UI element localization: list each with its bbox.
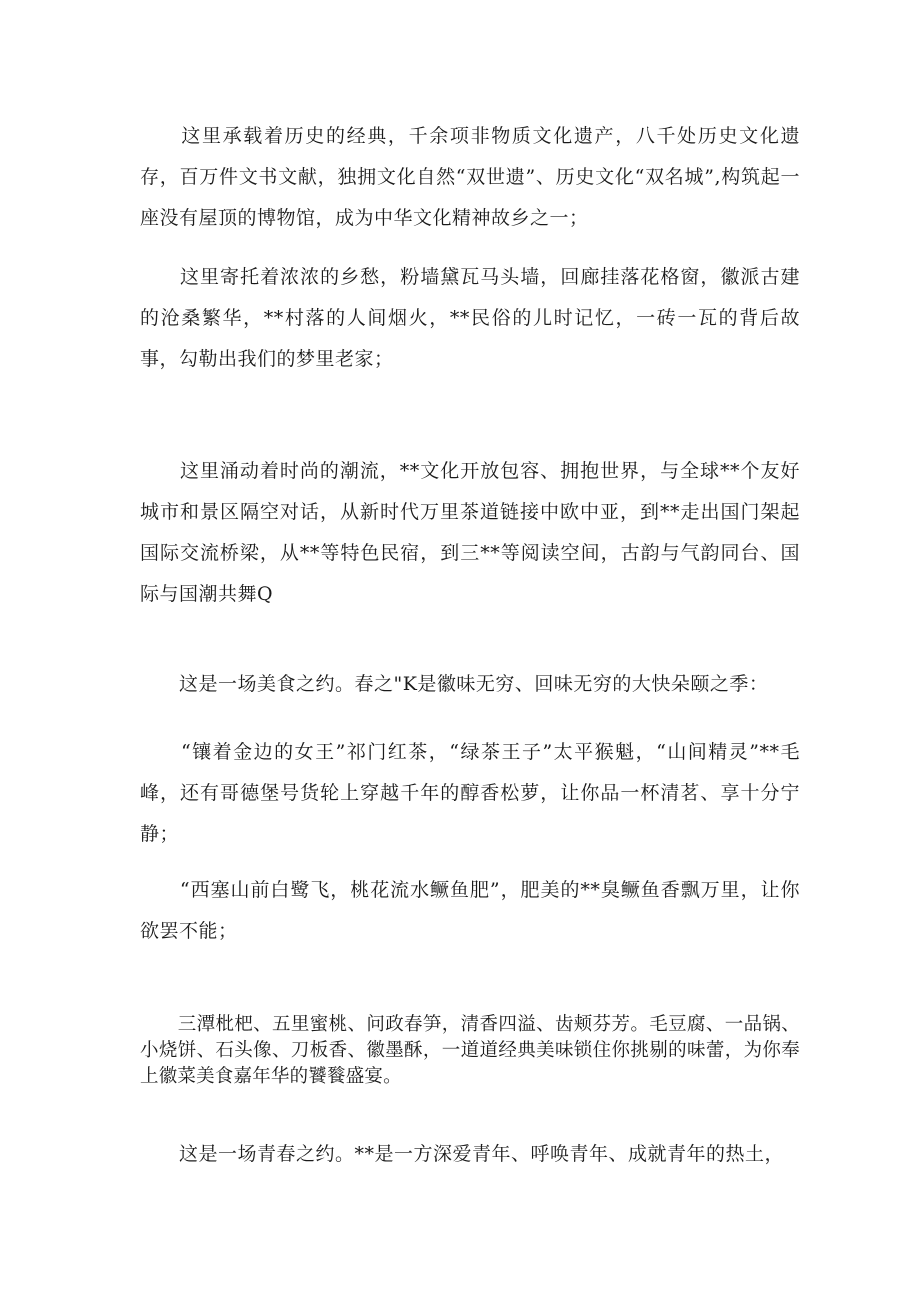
paragraph-youth: 这是一场青春之约。**是一方深爱青年、呼唤青年、成就青年的热土， bbox=[140, 1143, 785, 1165]
paragraph-history: 这里承载着历史的经典，千余项非物质文化遗产，八千处历史文化遗存，百万件文书文献，独拥文化自然“双世遗”、历史文化“双名城”,构筑起一座没有屋顶的博物馆，成为中华文化精神故乡之一； bbox=[140, 125, 800, 229]
paragraph-food-intro: 这是一场美食之约。春之"K是徽味无穷、回味无穷的大快朵颐之季： bbox=[140, 673, 769, 695]
paragraph-tea: “镶着金边的女王”祁门红茶，“绿茶王子”太平猴魁，“山间精灵”**毛峰，还有哥德堡号货轮上穿越千年的醇香松萝，让你品一杯清茗、享十分宁静； bbox=[140, 741, 800, 845]
paragraph-trend: 这里涌动着时尚的潮流，**文化开放包容、拥抱世界，与全球**个友好城市和景区隔空对话，从新时代万里茶道链接中欧中亚，到**走出国门架起国际交流桥梁，从**等特色民宿，到三**等阅读空间，古韵与气韵同台、国际与国潮共舞Q bbox=[140, 460, 800, 605]
paragraph-delicacies: 三潭枇杷、五里蜜桃、问政春笋，清香四溢、齿颊芬芳。毛豆腐、一品锅、小烧饼、石头像、刀板香、徽墨酥，一道道经典美味锁住你挑剔的味蕾，为你奉上徽菜美食嘉年华的饕餮盛宴。 bbox=[140, 1014, 800, 1087]
paragraph-nostalgia: 这里寄托着浓浓的乡愁，粉墙黛瓦马头墙，回廊挂落花格窗，徽派古建的沧桑繁华，**村落的人间烟火，**民俗的儿时记忆，一砖一瓦的背后故事，勾勒出我们的梦里老家； bbox=[140, 266, 800, 370]
paragraph-fish: “西塞山前白鹭飞，桃花流水鳜鱼肥”，肥美的**臭鳜鱼香飘万里，让你欲罢不能； bbox=[140, 879, 800, 942]
